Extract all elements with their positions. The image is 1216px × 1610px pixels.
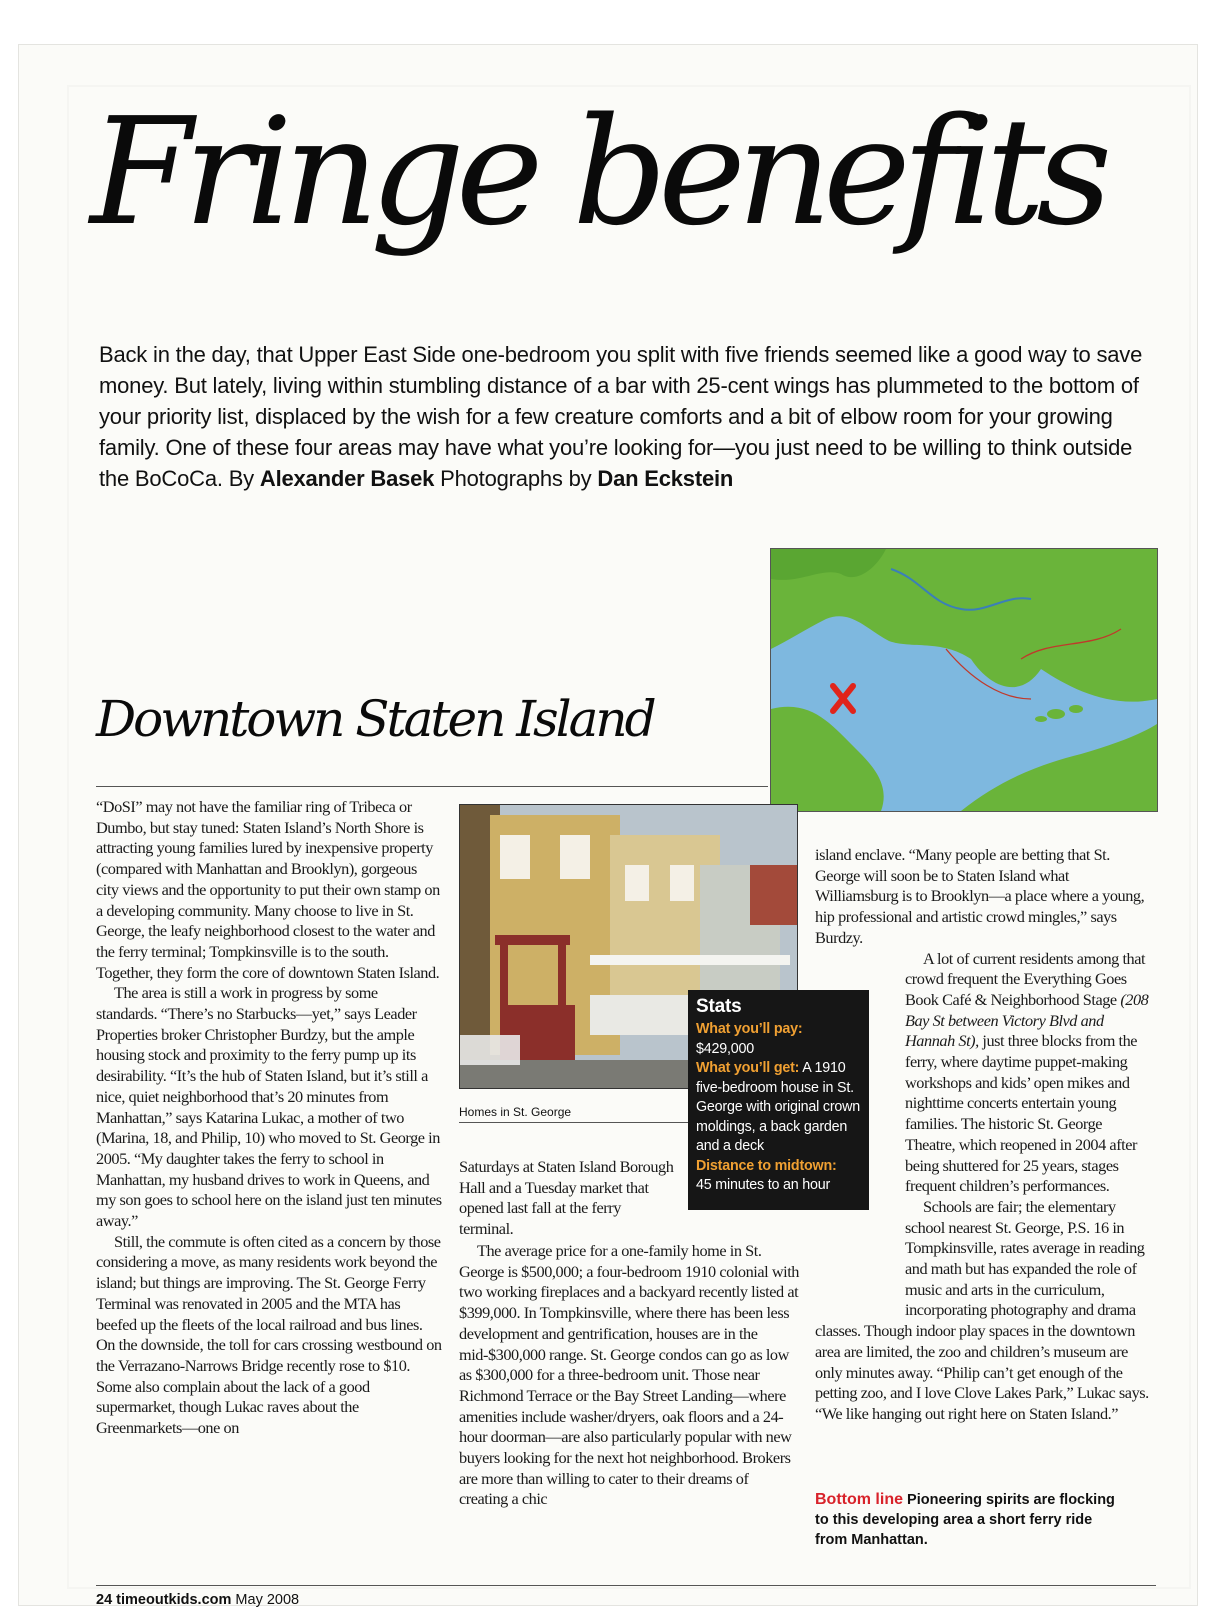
col3-paragraph-2: [815, 949, 1151, 1197]
footer-site: timeoutkids.com: [116, 1592, 232, 1608]
stats-pay-label: What you’ll pay:: [696, 1021, 803, 1037]
caption-rule: [459, 1122, 688, 1123]
author-name: Alexander Basek: [259, 466, 435, 491]
headline: Fringe benefits: [90, 86, 1104, 258]
col3-paragraph-2-before: A lot of current residents among that crowd frequent the Everything Goes Book Café & Neighborhood Stage: [905, 948, 1146, 1009]
intro-text: Back in the day, that Upper East Side one-bedroom you split with five friends seemed like a good way to save money. But lately, living within stumbling distance of a bar with 25-cent wings has plummeted to the bottom of your priority list, displaced by the wish for a few creature comforts and a bit of elbow room for your growing family. One of these four areas may have what you’re looking for—you just need to be willing to think outside the BoCoCa.: [99, 342, 1143, 491]
col2-paragraph-2: The average price for a one-family home in St. George is $500,000; a four-bedroom 1910 colonial with two working fireplaces and a backyard recently listed at $399,000. In Tompkinsville, where there has been less development and gentrification, houses are in the mid-$300,000 range. St. George condos can go as low as $300,000 for a three-bedroom unit. Those near Richmond Terrace or the Bay Street Landing—where amenities include washer/dryers, oak floors and a 24-hour doorman—are also particularly popular with new buyers looking for the next hot neighborhood. Brokers are more than willing to cater to their dreams of creating a chic: [459, 1241, 799, 1509]
section-title: Downtown Staten Island: [96, 690, 654, 748]
bottom-line-label: Bottom line: [815, 1491, 903, 1508]
footer-rule: [96, 1585, 1156, 1586]
bookcafe-address: (208 Bay St between Victory Blvd and Hannah St),: [905, 989, 1149, 1051]
stats-get-label: What you’ll get:: [696, 1060, 800, 1076]
map-illustration: [771, 549, 1157, 811]
column-2: [459, 1241, 799, 1510]
stats-get-value: A 1910 five-bedroom house in St. George with original crown moldings, a back garden and a deck: [696, 1060, 861, 1154]
col1-paragraph-2: The area is still a work in progress by some standards. “There’s no Starbucks—yet,” says Leader Properties broker Christopher Burdzy, but the ample housing stock and proximity to the ferry pump up its desirability. “It’s the hub of Staten Island, but it’s still a nice, quiet neighborhood that’s 20 minutes from Manhattan,” says Katarina Lukac, a mother of two (Marina, 18, and Philip, 10) who moved to St. George in 2005. “My daughter takes the ferry to school in Manhattan, my husband drives to work in Queens, and my son goes to school here on the island just ten minutes away.”: [96, 983, 442, 1231]
stats-pay-value: $429,000: [696, 1040, 755, 1057]
photographer-name: Dan Eckstein: [597, 466, 734, 491]
photos-credit-label: Photographs by: [440, 466, 592, 491]
byline-label: By: [228, 466, 254, 491]
column-3: [815, 845, 1151, 1425]
bottom-line-text: Pioneering spirits are flocking to this developing area a short ferry ride from Manhattan.: [815, 1492, 1115, 1548]
page-footer: [96, 1592, 299, 1608]
column-2-top: [459, 1157, 677, 1240]
col1-paragraph-3: Still, the commute is often cited as a concern by those considering a move, as many residents work beyond the island; but things are improving. The St. George Ferry Terminal was renovated in 2005 and the MTA has beefed up the fleets of the local railroad and bus lines. On the downside, the toll for cars crossing westbound on the Verrazano-Narrows Bridge recently rose to $10. Some also complain about the lack of a good supermarket, though Lukac raves about the Greenmarkets—one on: [96, 1231, 442, 1438]
col3-paragraph-3: Schools are fair; the elementary school nearest St. George, P.S. 16 in Tompkinsville, rates average in reading and math but has expanded the role of music and arts in the curriculum, incorporating photography and drama classes. Though indoor play spaces in the downtown area are limited, the zoo and children’s museum are only minutes away. “Philip can’t get enough of the petting zoo, and I love Clove Lakes Park,” Lukac says. “We like hanging out right here on Staten Island.”: [815, 1196, 1149, 1423]
stats-wrap-space: [815, 949, 905, 1309]
stats-distance-label: Distance to midtown:: [696, 1157, 837, 1174]
photo-caption: Homes in St. George: [459, 1105, 572, 1119]
stats-title: Stats: [696, 996, 742, 1017]
col2-paragraph-1: Saturdays at Staten Island Borough Hall and a Tuesday market that opened last fall at the ferry terminal.: [459, 1157, 674, 1239]
footer-date: May 2008: [235, 1592, 300, 1608]
intro-paragraph: [99, 339, 1159, 494]
col1-paragraph-1: “DoSI” may not have the familiar ring of Tribeca or Dumbo, but stay tuned: Staten Island’s North Shore is attracting young families lured by inexpensive property (compared with Manhattan and Brooklyn), gorgeous city views and the opportunity to put their own stamp on a developing community. Many choose to live in St. George, the leafy neighborhood closest to the water and the ferry terminal; Tompkinsville is to the south. Together, they form the core of downtown Staten Island.: [96, 797, 440, 982]
bottom-line: [815, 1490, 1125, 1550]
page-number: 24: [96, 1592, 113, 1608]
area-map: [770, 548, 1158, 812]
column-1: [96, 797, 442, 1439]
col3-paragraph-2-after: just three blocks from the ferry, where daytime puppet-making workshops and kids’ open mikes and nighttime concerts entertain young families. The historic St. George Theatre, which reopened in 2004 after being shuttered for 25 years, stages frequent children’s performances.: [905, 1031, 1138, 1196]
stats-distance-value: 45 minutes to an hour: [696, 1177, 831, 1193]
section-rule: [96, 786, 768, 787]
col3-paragraph-1: island enclave. “Many people are betting that St. George will soon be to Staten Island what Williamsburg is to Brooklyn—a place where a young, hip professional and artistic crowd mingles,” says Burdzy.: [815, 845, 1145, 947]
